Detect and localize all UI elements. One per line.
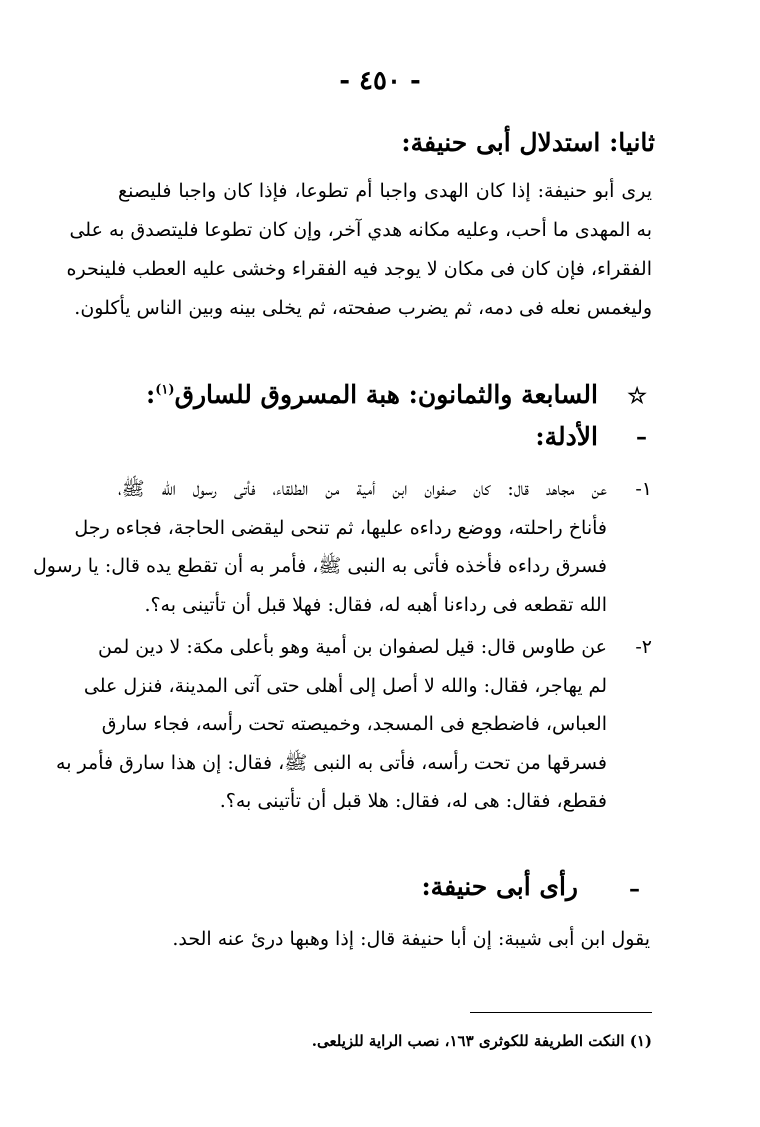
item-line: فسرقها من تحت رأسه، فأتى به النبى ﷺ، فقال: إن هذا سارق فأمر به: [56, 751, 607, 774]
paragraph-line: به المهدى ما أحب، وعليه مكانه هدي آخر، وإن كان تطوعا فليتصدق به على: [69, 219, 652, 241]
item-line: عن طاوس قال: قيل لصفوان بن أمية وهو بأعلى مكة: لا دين لمن: [98, 636, 607, 658]
evidence-heading: الأدلة:: [535, 422, 598, 451]
item-line: فقطع، فقال: هى له، فقال: هلا قبل أن تأتينى به؟.: [219, 790, 607, 812]
section-88-title: السابعة والثمانون: هبة المسروق للسارق: [174, 380, 598, 409]
section-heading-88: [146, 380, 598, 409]
item-number: ٢-: [635, 636, 652, 658]
item-line: العباس، فاضطجع فى المسجد، وخميصته تحت رأسه، فجاء سارق: [101, 713, 607, 735]
footnote-divider: [470, 1012, 652, 1013]
footnote-reference: (١): [155, 382, 175, 398]
paragraph-abu-hanifa-argument: [66, 172, 652, 328]
item-line: فأناخ راحلته، ووضع رداءه عليها، ثم تنحى ليقضى الحاجة، فجاءه رجل: [74, 516, 607, 539]
dash-marker: –: [636, 424, 647, 450]
star-icon: ☆: [627, 383, 647, 409]
item-line: فسرق رداءه فأخذه فأتى به النبى ﷺ، فأمر به أن تقطع يده قال: يا رسول: [32, 555, 607, 577]
item-line: لم يهاجر، فقال: والله لا أصل إلى أهلى حتى آتى المدينة، فنزل على: [83, 674, 607, 697]
dash-marker: –: [629, 876, 640, 902]
item-line: عن مجاهد قال: كان صفوان ابن أمية من الطلقاء، فأتى رسول الله ﷺ،: [118, 478, 607, 500]
item-line: الله تقطعه فى رداءنا أهبه له، فقال: فهلا قبل أن تأتينى به؟.: [144, 593, 607, 616]
paragraph-line: وليغمس نعله فى دمه، ثم يضرب صفحته، ثم يخلى بينه وبين الناس يأكلون.: [74, 297, 652, 319]
item-number: ١-: [635, 478, 652, 500]
page-number: - ٤٥٠ -: [339, 66, 421, 96]
paragraph-line: يرى أبو حنيفة: إذا كان الهدى واجبا أم تطوعا، فإذا كان واجبا فليصنع: [118, 180, 652, 202]
opinion-heading: رأى أبى حنيفة:: [421, 872, 578, 901]
evidence-item-1: [32, 470, 652, 624]
evidence-item-2: [56, 628, 652, 821]
section-88-title-end: :: [146, 380, 156, 409]
footnote: (١) النكت الطريفة للكوثرى ١٦٣، نصب الراية للزيلعى.: [311, 1032, 652, 1050]
section-heading-abu-hanifa-argument: ثانيا: استدلال أبى حنيفة:: [401, 128, 655, 157]
opinion-text: يقول ابن أبى شيبة: إن أبا حنيفة قال: إذا وهبها درئ عنه الحد.: [172, 928, 650, 950]
paragraph-line: الفقراء، فإن كان فى مكان لا يوجد فيه الفقراء وخشى عليه العطب فلينحره: [66, 258, 652, 280]
